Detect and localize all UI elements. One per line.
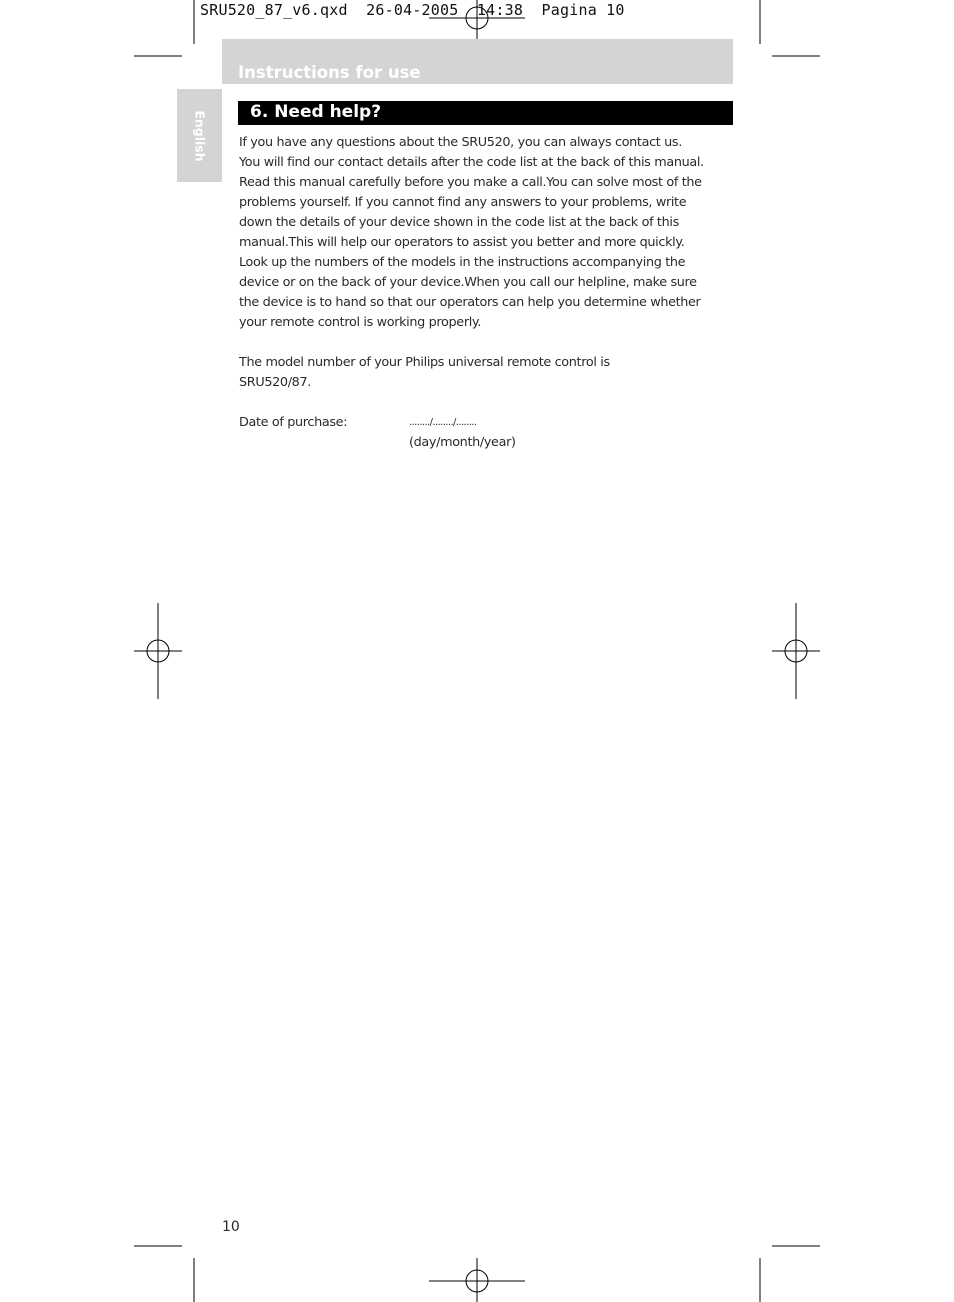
- text-line: The model number of your Philips universal remote control is: [239, 355, 610, 370]
- purchase-date-row: [239, 413, 739, 433]
- purchase-date-format: (day/month/year): [409, 435, 516, 450]
- section-bar: [238, 101, 733, 125]
- language-label: English: [192, 109, 207, 162]
- paragraph-2: [239, 353, 739, 393]
- page-number: 10: [222, 1219, 240, 1235]
- section-title: 6. Need help?: [250, 102, 382, 122]
- text-line: your remote control is working properly.: [239, 315, 482, 330]
- purchase-date-label: Date of purchase:: [239, 415, 348, 430]
- header-title: Instructions for use: [238, 63, 421, 82]
- text-line: problems yourself. If you cannot find any answers to your problems, write: [239, 195, 687, 210]
- text-line: Read this manual carefully before you make a call.You can solve most of the: [239, 175, 702, 190]
- body-text: [239, 133, 739, 453]
- text-line: If you have any questions about the SRU520, you can always contact us.: [239, 135, 682, 150]
- header-band: [222, 39, 733, 84]
- text-line: device or on the back of your device.When you call our helpline, make sure: [239, 275, 697, 290]
- text-line: You will find our contact details after the code list at the back of this manual.: [239, 155, 704, 170]
- text-line: the device is to hand so that our operators can help you determine whether: [239, 295, 701, 310]
- text-line: Look up the numbers of the models in the instructions accompanying the: [239, 255, 686, 270]
- text-line: SRU520/87.: [239, 375, 311, 390]
- paragraph-1: [239, 133, 739, 333]
- print-slug: SRU520_87_v6.qxd 26-04-2005 14:38 Pagina 10: [200, 1, 625, 19]
- purchase-format-row: [239, 433, 739, 453]
- text-line: down the details of your device shown in the code list at the back of this: [239, 215, 679, 230]
- text-line: manual.This will help our operators to assist you better and more quickly.: [239, 235, 685, 250]
- purchase-date-value: ......../......../........: [409, 417, 477, 428]
- language-tab: [177, 89, 222, 182]
